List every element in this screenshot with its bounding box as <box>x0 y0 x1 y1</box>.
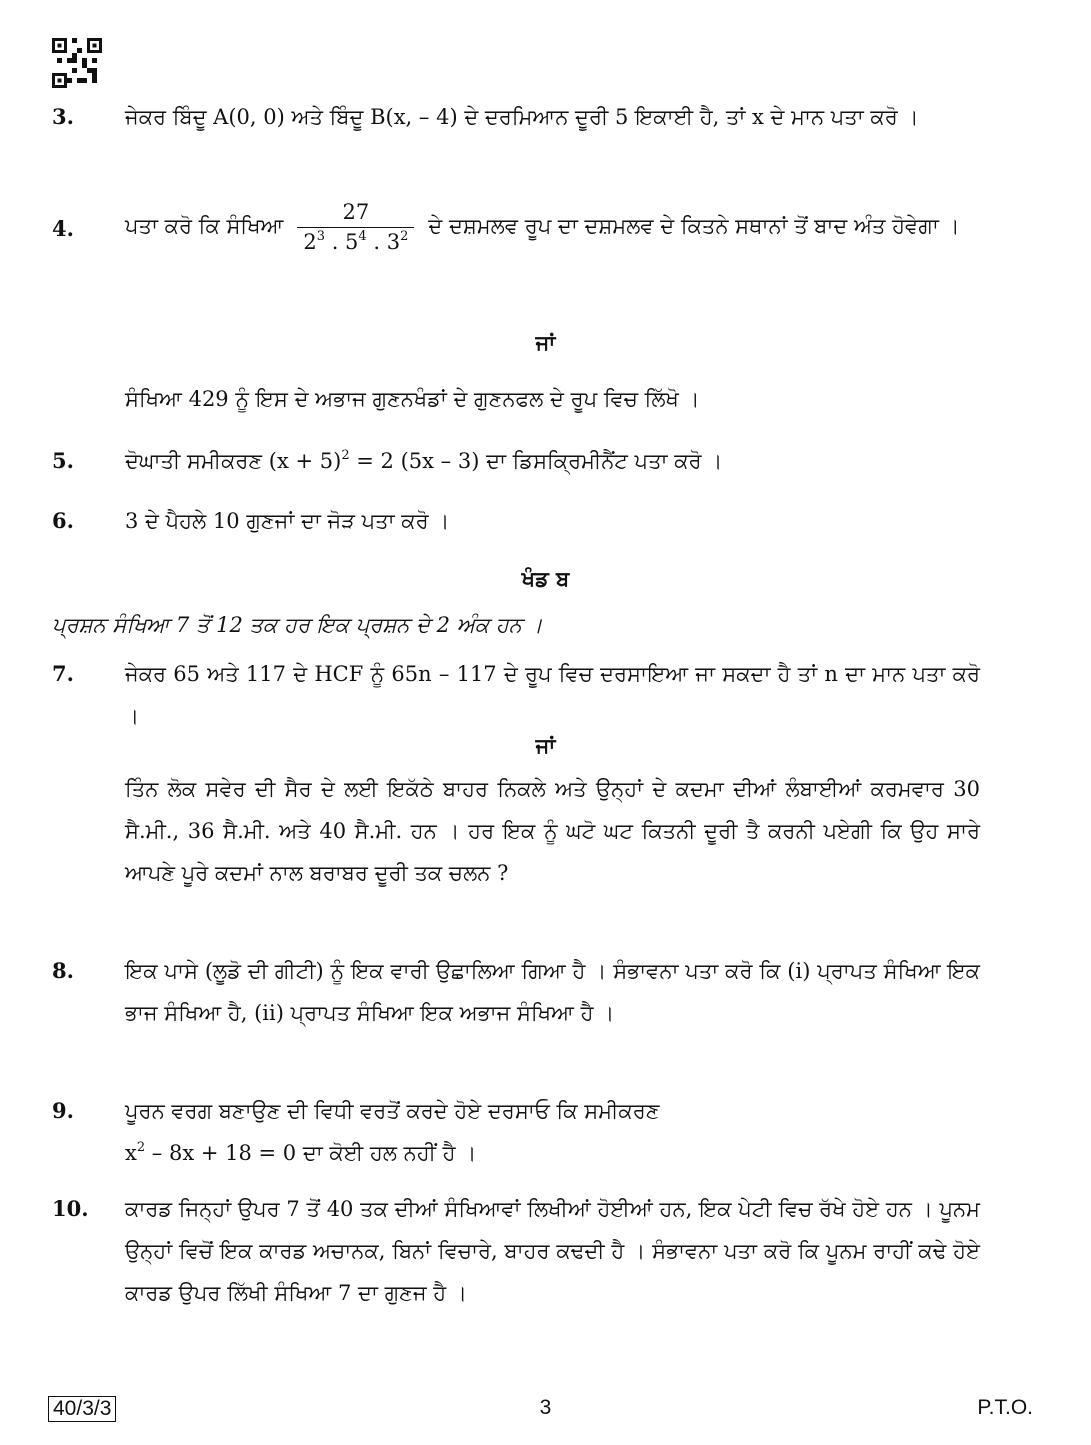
question-number: 6. <box>52 508 74 533</box>
question-text: ਜੇਕਰ 65 ਅਤੇ 117 ਦੇ HCF ਨੂੰ 65n – 117 ਦੇ ਰੂਪ ਵਿਚ ਦਰਸਾਇਆ ਜਾ ਸਕਦਾ ਹੈ ਤਾਂ n ਦਾ ਮਾਨ ਪਤਾ ਕਰੋ । <box>125 662 980 728</box>
question-text <box>125 200 980 255</box>
question-number: 9. <box>52 1098 74 1123</box>
question-4-alternative <box>52 378 980 420</box>
question-number: 8. <box>52 958 74 983</box>
question-text: ਪੂਰਨ ਵਰਗ ਬਣਾਉਣ ਦੀ ਵਿਧੀ ਵਰਤੋਂ ਕਰਦੇ ਹੋਏ ਦਰਸਾਓ ਕਿ ਸਮੀਕਰਣ $x^2 - 8x + 18 = 0$ ਦਾ ਕੋਈ ਹਲ ਨਹੀਂ ਹੈ । <box>125 1099 660 1165</box>
pto-label: P.T.O. <box>977 1396 1033 1419</box>
question-text: ਇਕ ਪਾਸੇ (ਲੂਡੋ ਦੀ ਗੀਟੀ) ਨੂੰ ਇਕ ਵਾਰੀ ਉਛਾਲਿਆ ਗਿਆ ਹੈ । ਸੰਭਾਵਨਾ ਪਤਾ ਕਰੋ ਕਿ (i) ਪ੍ਰਾਪਤ ਸੰਖਿਆ ਇਕ ਭਾਜ ਸੰਖਿਆ ਹੈ, (ii) ਪ੍ਰਾਪਤ ਸੰਖਿਆ ਇਕ ਅਭਾਜ ਸੰਖਿਆ ਹੈ । <box>125 959 980 1025</box>
question-number: 4. <box>52 216 74 241</box>
question-text: ਦੋਘਾਤੀ ਸਮੀਕਰਣ $(x + 5)^2 = 2$ (5x – 3) ਦਾ ਡਿਸਕ੍ਰਿਮੀਨੈਂਟ ਪਤਾ ਕਰੋ । <box>125 448 723 473</box>
page-number: 3 <box>539 1396 552 1419</box>
question-9 <box>52 1090 980 1174</box>
question-5 <box>52 440 980 482</box>
question-number: 5. <box>52 448 74 473</box>
question-4 <box>52 200 980 255</box>
or-separator: ਜਾਂ <box>535 330 556 355</box>
question-8 <box>52 950 980 1034</box>
question-10 <box>52 1188 980 1314</box>
question-text: ਕਾਰਡ ਜਿਨ੍ਹਾਂ ਉਪਰ 7 ਤੋਂ 40 ਤਕ ਦੀਆਂ ਸੰਖਿਆਵਾਂ ਲਿਖੀਆਂ ਹੋਈਆਂ ਹਨ, ਇਕ ਪੇਟੀ ਵਿਚ ਰੱਖੇ ਹੋਏ ਹਨ । ਪੂਨਮ ਉਨ੍ਹਾਂ ਵਿਚੋਂ ਇਕ ਕਾਰਡ ਅਚਾਨਕ, ਬਿਨਾਂ ਵਿਚਾਰੇ, ਬਾਹਰ ਕਢਦੀ ਹੈ । ਸੰਭਾਵਨਾ ਪਤਾ ਕਰੋ ਕਿ ਪੂਨਮ ਰਾਹੀਂ ਕਢੇ ਹੋਏ ਕਾਰਡ ਉਪਰ ਲਿੱਖੀ ਸੰਖਿਆ 7 ਦਾ ਗੁਣਜ ਹੈ । <box>125 1197 980 1305</box>
question-7-alternative <box>52 768 980 894</box>
question-text: ਤਿੰਨ ਲੋਕ ਸਵੇਰ ਦੀ ਸੈਰ ਦੇ ਲਈ ਇਕੱਠੇ ਬਾਹਰ ਨਿਕਲੇ ਅਤੇ ਉਨ੍ਹਾਂ ਦੇ ਕਦਮਾ ਦੀਆਂ ਲੰਬਾਈਆਂ ਕਰਮਵਾਰ 30 ਸੈ.ਮੀ., 36 ਸੈ.ਮੀ. ਅਤੇ 40 ਸੈ.ਮੀ. ਹਨ । ਹਰ ਇਕ ਨੂੰ ਘਟੋ ਘਟ ਕਿਤਨੀ ਦੂਰੀ ਤੈ ਕਰਨੀ ਪਏਗੀ ਕਿ ਉਹ ਸਾਰੇ ਆਪਣੇ ਪੂਰੇ ਕਦਮਾਂ ਨਾਲ ਬਰਾਬਰ ਦੂਰੀ ਤਕ ਚਲਨ ? <box>125 777 980 885</box>
fraction-denominator: $2^3$ . $5^4$ . $3^2$ <box>303 229 409 255</box>
question-text: 3 ਦੇ ਪੈਹਲੇ 10 ਗੁਣਜਾਂ ਦਾ ਜੋੜ ਪਤਾ ਕਰੋ । <box>125 509 450 533</box>
question-6 <box>52 500 980 542</box>
question-7 <box>52 653 980 737</box>
section-instruction: ਪ੍ਰਸ਼ਨ ਸੰਖਿਆ 7 ਤੋਂ 12 ਤਕ ਹਰ ਇਕ ਪ੍ਰਸ਼ਨ ਦੇ 2 ਅੰਕ ਹਨ । <box>52 613 543 637</box>
question-number: 7. <box>52 661 74 686</box>
question-text: ਸੰਖਿਆ 429 ਨੂੰ ਇਸ ਦੇ ਅਭਾਜ ਗੁਣਨਖੰਡਾਂ ਦੇ ਗੁਣਨਫਲ ਦੇ ਰੂਪ ਵਿਚ ਲਿੱਖੋ । <box>125 387 700 411</box>
fraction <box>297 200 414 255</box>
question-text-part: ਦੇ ਦਸ਼ਮਲਵ ਰੂਪ ਦਾ ਦਸ਼ਮਲਵ ਦੇ ਕਿਤਨੇ ਸਥਾਨਾਂ ਤੋਂ ਬਾਦ ਅੰਤ ਹੋਵੇਗਾ । <box>428 214 960 239</box>
question-3 <box>52 96 980 138</box>
or-separator: ਜਾਂ <box>535 733 556 758</box>
question-text-part: ਪਤਾ ਕਰੋ ਕਿ ਸੰਖਿਆ <box>125 214 284 239</box>
fraction-numerator: 27 <box>297 200 414 228</box>
section-heading: ਖੰਡ ਬ <box>521 566 570 591</box>
question-number: 3. <box>52 104 74 129</box>
paper-code: 40/3/3 <box>48 1396 116 1422</box>
question-text: ਜੇਕਰ ਬਿੰਦੂ A(0, 0) ਅਤੇ ਬਿੰਦੂ B(x, – 4) ਦੇ ਦਰਮਿਆਨ ਦੂਰੀ 5 ਇਕਾਈ ਹੈ, ਤਾਂ x ਦੇ ਮਾਨ ਪਤਾ ਕਰੋ । <box>125 105 919 129</box>
qr-code <box>52 38 102 88</box>
question-number: 10. <box>52 1196 89 1221</box>
